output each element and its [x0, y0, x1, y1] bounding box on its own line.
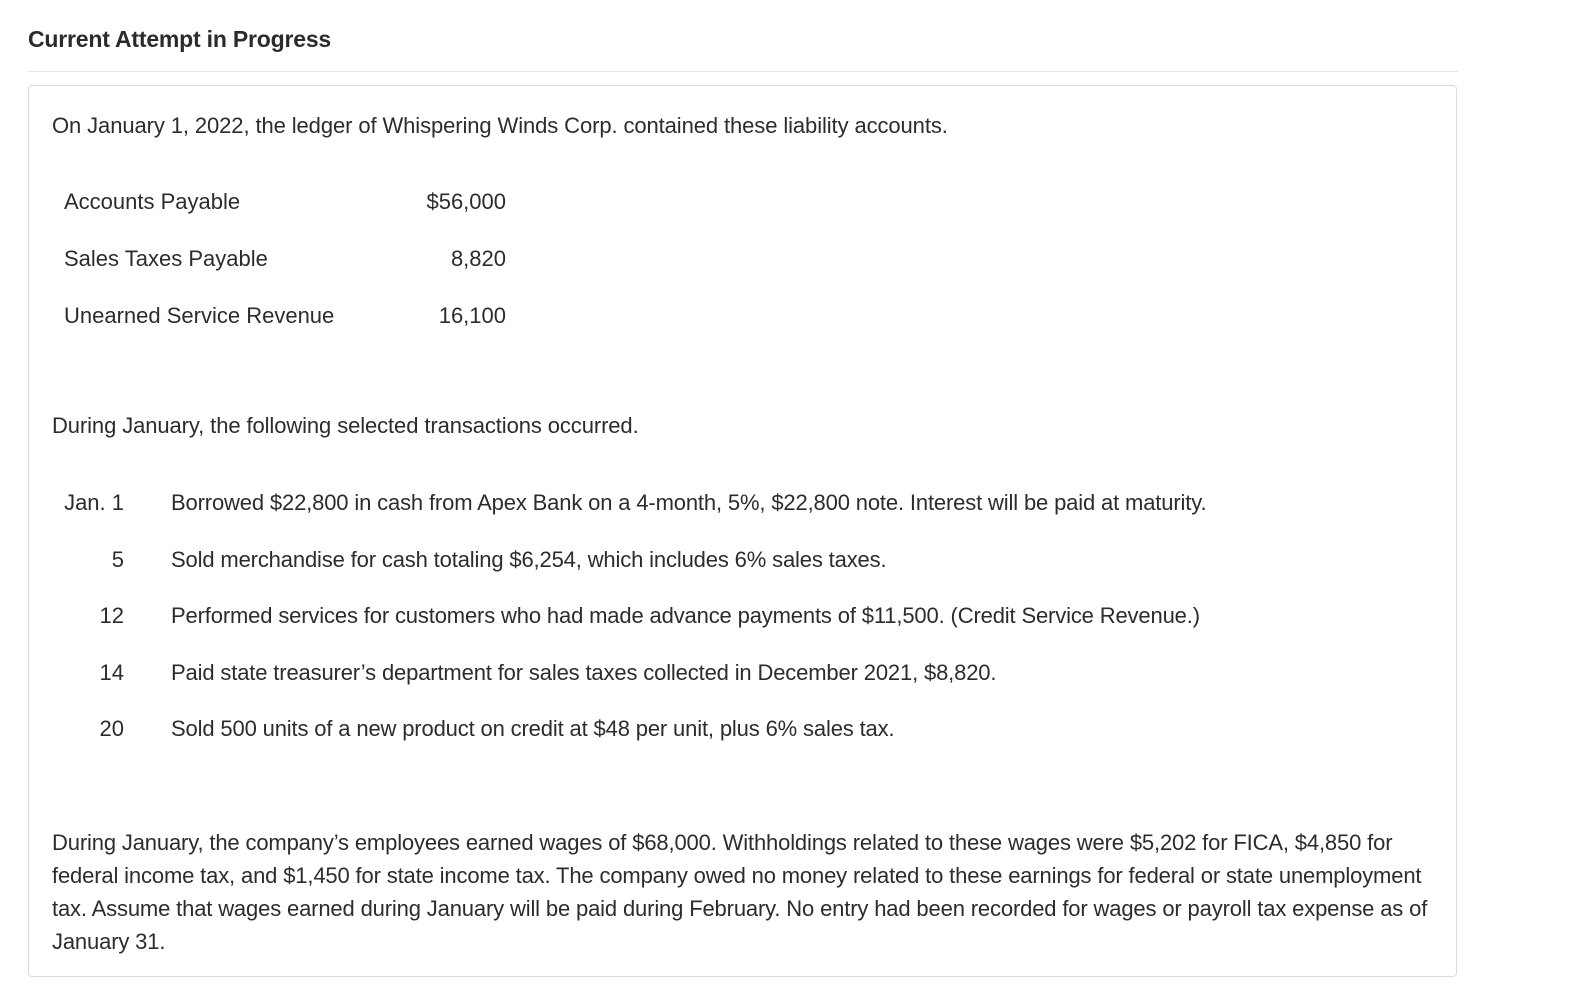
question-intro: On January 1, 2022, the ledger of Whispering Winds Corp. contained these liability accounts.	[52, 113, 948, 138]
transaction-description: Borrowed $22,800 in cash from Apex Bank on a 4-month, 5%, $22,800 note. Interest will be paid at maturity.	[171, 490, 1207, 515]
transaction-description: Paid state treasurer’s department for sales taxes collected in December 2021, $8,820.	[171, 659, 997, 685]
ledger-account-amount: $56,000	[426, 189, 506, 214]
transactions-table	[64, 490, 1424, 773]
transaction-date: 5	[111, 546, 124, 572]
ledger-account-name: Sales Taxes Payable	[64, 246, 268, 271]
attempt-header	[28, 0, 1458, 72]
ledger-account-amount: 8,820	[450, 246, 506, 271]
transaction-row	[64, 660, 1424, 717]
wages-paragraph: During January, the company’s employees earned wages of $68,000. Withholdings related to these wages were $5,202 for FICA, $4,850 for federal income tax, and $1,450 for state income tax. The company owed no money related to these earnings for federal or state unemployment tax. Assume that wages earned during January will be paid during February. No entry had been recorded for wages or payroll tax expense as of January 31.	[52, 830, 1428, 954]
liability-ledger-table	[64, 189, 504, 360]
transaction-date: Jan. 1	[64, 490, 124, 515]
transaction-row	[64, 547, 1424, 604]
ledger-account-amount: 16,100	[438, 303, 506, 328]
transaction-row	[64, 716, 1424, 773]
transaction-description: Sold 500 units of a new product on credit at $48 per unit, plus 6% sales tax.	[171, 716, 895, 742]
page-container	[28, 0, 1458, 1004]
ledger-account-name: Accounts Payable	[64, 189, 241, 214]
transaction-description: Performed services for customers who had made advance payments of $11,500. (Credit Service Revenue.)	[171, 603, 1200, 629]
transaction-row	[64, 490, 1424, 547]
transaction-description: Sold merchandise for cash totaling $6,254, which includes 6% sales taxes.	[171, 546, 887, 572]
ledger-row	[64, 246, 504, 303]
transaction-date: 14	[99, 659, 124, 685]
transaction-row	[64, 603, 1424, 660]
ledger-account-name: Unearned Service Revenue	[64, 303, 335, 328]
ledger-row	[64, 189, 504, 246]
transactions-intro: During January, the following selected transactions occurred.	[52, 413, 639, 438]
question-card	[28, 85, 1457, 977]
transaction-date: 20	[99, 716, 124, 742]
attempt-status-title: Current Attempt in Progress	[28, 26, 332, 52]
transaction-date: 12	[99, 603, 124, 629]
ledger-row	[64, 303, 504, 360]
